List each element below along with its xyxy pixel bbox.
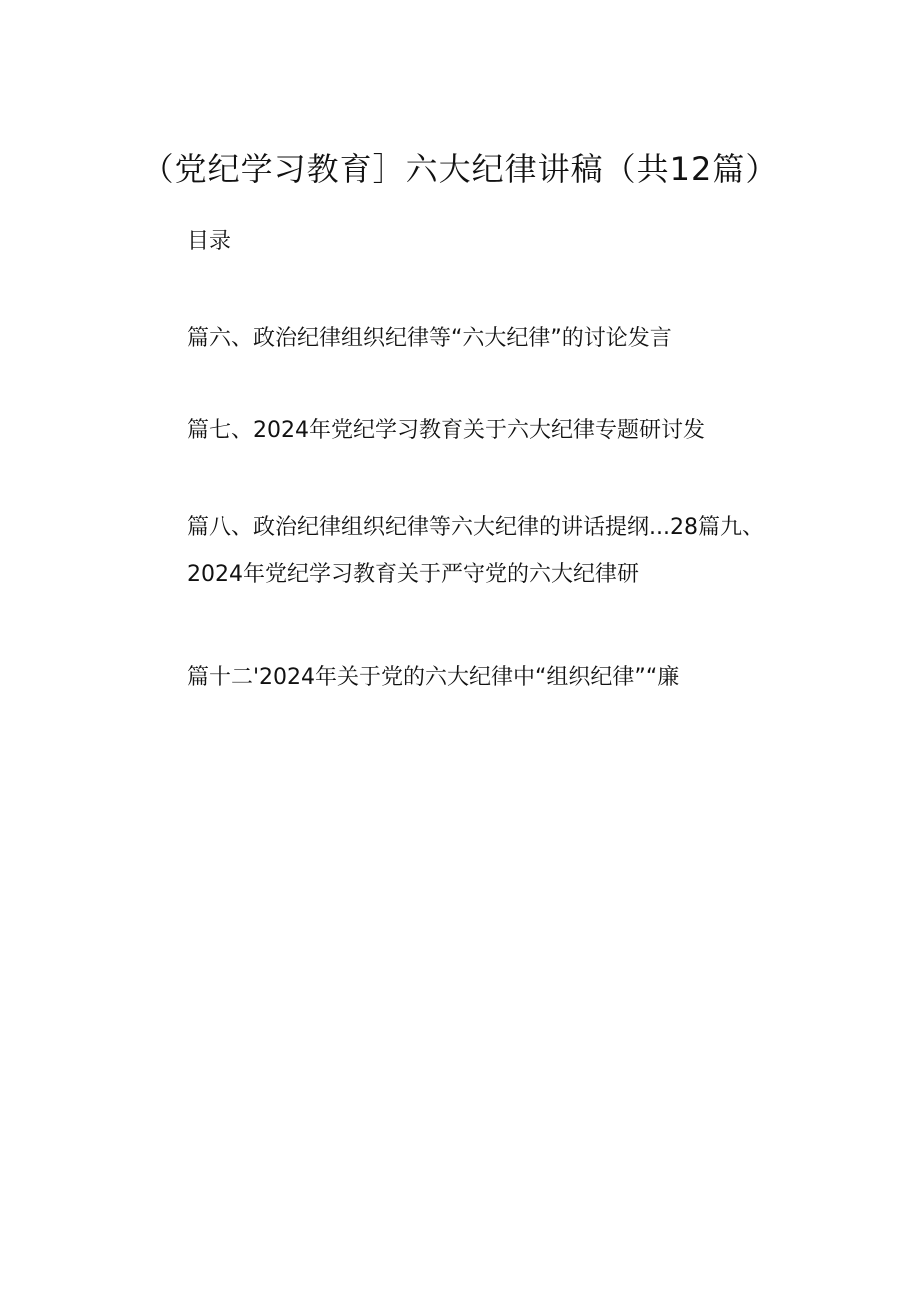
- toc-entry: 篇六、政治纪律组织纪律等“六大纪律”的讨论发言: [187, 326, 672, 351]
- toc-entry: 2024年党纪学习教育关于严守党的六大纪律研: [187, 562, 639, 587]
- toc-heading: 目录: [187, 229, 232, 254]
- toc-entry: 篇七、2024年党纪学习教育关于六大纪律专题研讨发: [187, 418, 705, 443]
- toc-entry: 篇八、政治纪律组织纪律等六大纪律的讲话提纲...28篇九、: [187, 515, 764, 540]
- document-title: （党纪学习教育］六大纪律讲稿（共12篇）: [141, 150, 779, 188]
- toc-entry: 篇十二'2024年关于党的六大纪律中“组织纪律”“廉: [187, 665, 680, 690]
